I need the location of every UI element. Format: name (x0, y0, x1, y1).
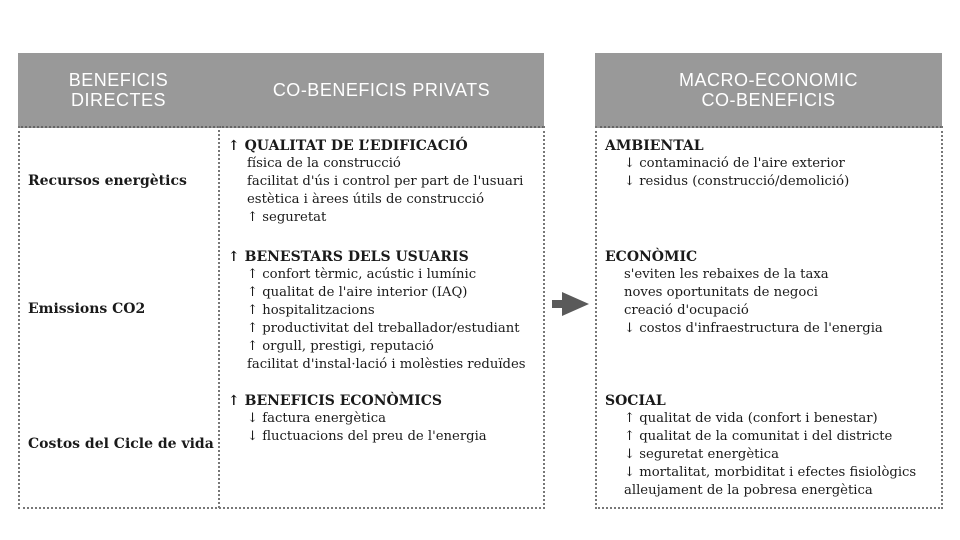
list-item: ↑ orgull, prestigi, reputació (247, 339, 434, 354)
left-table-divider (218, 126, 220, 508)
arrow-right-icon (552, 291, 590, 317)
direct-benefit-energy: Recursos energètics (28, 173, 187, 189)
header-macro-cobenefits (595, 53, 942, 128)
list-item: ↓ factura energètica (247, 411, 386, 426)
section-title: ↑ BENEFICIS ECONÒMICS (228, 393, 443, 409)
section-title: ECONÒMIC (605, 249, 698, 265)
list-item: ↓ costos d'infraestructura de l'energia (624, 321, 883, 336)
list-item: ↑ confort tèrmic, acústic i lumínic (247, 267, 477, 282)
header-private-text: CO-BENEFICIS PRIVATS (272, 79, 491, 100)
list-item: ↑ productivitat del treballador/estudiant (247, 321, 520, 336)
macro-section-economic (605, 248, 883, 338)
list-item: creació d'ocupació (624, 303, 749, 318)
list-item: ↑ hospitalitzacions (247, 303, 375, 318)
list-item: ↑ qualitat de vida (confort i benestar) (624, 411, 878, 426)
list-item: ↓ contaminació de l'aire exterior (624, 156, 845, 171)
header-direct-benefits (18, 53, 219, 128)
header-direct-text: BENEFICIS DIRECTES (68, 69, 169, 110)
list-item: ↑ qualitat de la comunitat i del districte (624, 429, 893, 444)
list-item: ↑ qualitat de l'aire interior (IAQ) (247, 285, 468, 300)
section-title: ↑ QUALITAT DE L’EDIFICACIÓ (228, 138, 468, 154)
list-item: s'eviten les rebaixes de la taxa (624, 267, 829, 282)
section-title: AMBIENTAL (605, 138, 704, 154)
header-private-cobenefits (219, 53, 544, 128)
list-item: ↓ mortalitat, morbiditat i efectes fisiològics (624, 465, 917, 480)
list-item: noves oportunitats de negoci (624, 285, 818, 300)
list-item: ↑ seguretat (247, 210, 327, 225)
direct-benefit-co2: Emissions CO2 (28, 301, 146, 317)
list-item: ↓ residus (construcció/demolició) (624, 174, 850, 189)
list-item: estètica i àrees útils de construcció (247, 192, 485, 207)
list-item: facilitat d'instal·lació i molèsties reduïdes (247, 357, 526, 372)
list-item: ↓ seguretat energètica (624, 447, 779, 462)
list-item: facilitat d'ús i control per part de l'usuari (247, 174, 524, 189)
macro-section-environmental (605, 137, 849, 191)
list-item: ↓ fluctuacions del preu de l'energia (247, 429, 487, 444)
header-macro-text: MACRO-ECONOMIC CO-BENEFICIS (679, 69, 858, 110)
macro-section-social (605, 392, 916, 500)
list-item: alleujament de la pobresa energètica (624, 483, 873, 498)
private-section-user-wellbeing (228, 248, 526, 374)
direct-benefit-lifecycle: Costos del Cicle de vida (28, 436, 214, 452)
private-section-economic-benefits (228, 392, 487, 446)
list-item: física de la construcció (247, 156, 401, 171)
section-title: SOCIAL (605, 393, 666, 409)
section-title: ↑ BENESTARS DELS USUARIS (228, 249, 469, 265)
private-section-building-quality (228, 137, 523, 227)
